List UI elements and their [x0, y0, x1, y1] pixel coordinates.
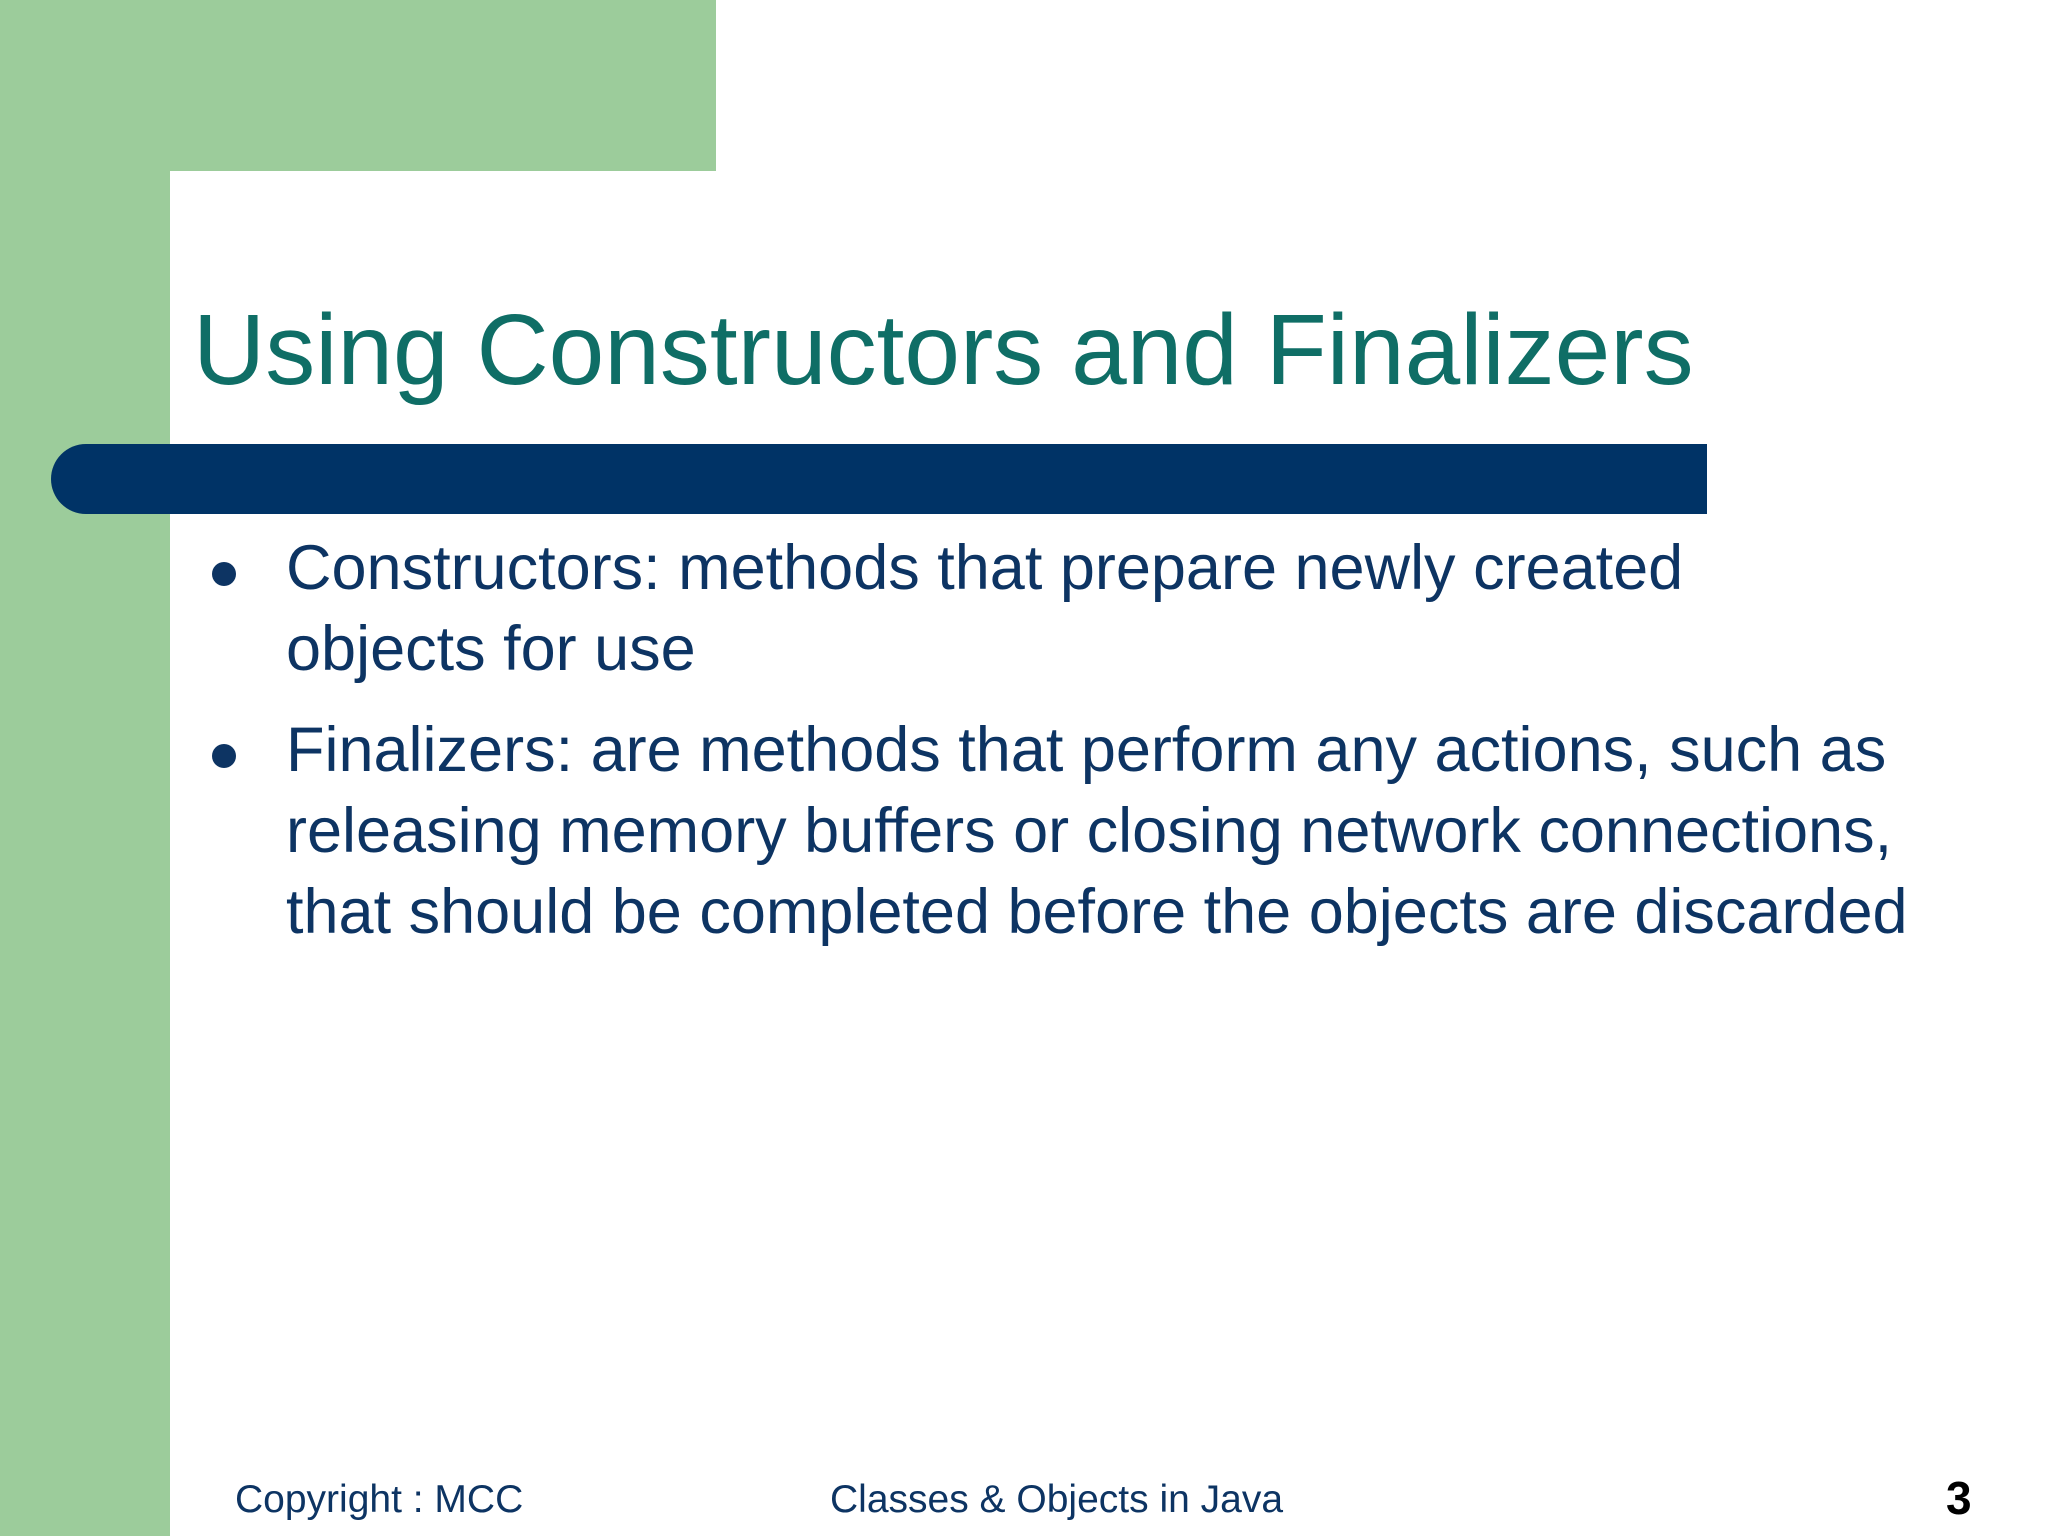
bullet-dot-icon [212, 744, 236, 768]
title-underline-bar [51, 444, 1707, 514]
green-top-band [0, 0, 716, 171]
bullet-item [200, 710, 1926, 953]
bullet-list [200, 528, 1908, 973]
bullet-text: Constructors: methods that prepare newly created objects for use [286, 533, 1684, 684]
slide-title: Using Constructors and Finalizers [193, 294, 1694, 406]
green-side-band [0, 0, 170, 1536]
bullet-dot-icon [212, 562, 236, 586]
footer-subject: Classes & Objects in Java [830, 1478, 1284, 1521]
bullet-item [200, 528, 1900, 690]
bullet-text: Finalizers: are methods that perform any actions, such as releasing memory buffers or closing network connections, that should be completed before the objects are discarded [286, 715, 1908, 947]
footer-copyright: Copyright : MCC [235, 1478, 524, 1521]
page-number: 3 [1946, 1472, 1972, 1524]
